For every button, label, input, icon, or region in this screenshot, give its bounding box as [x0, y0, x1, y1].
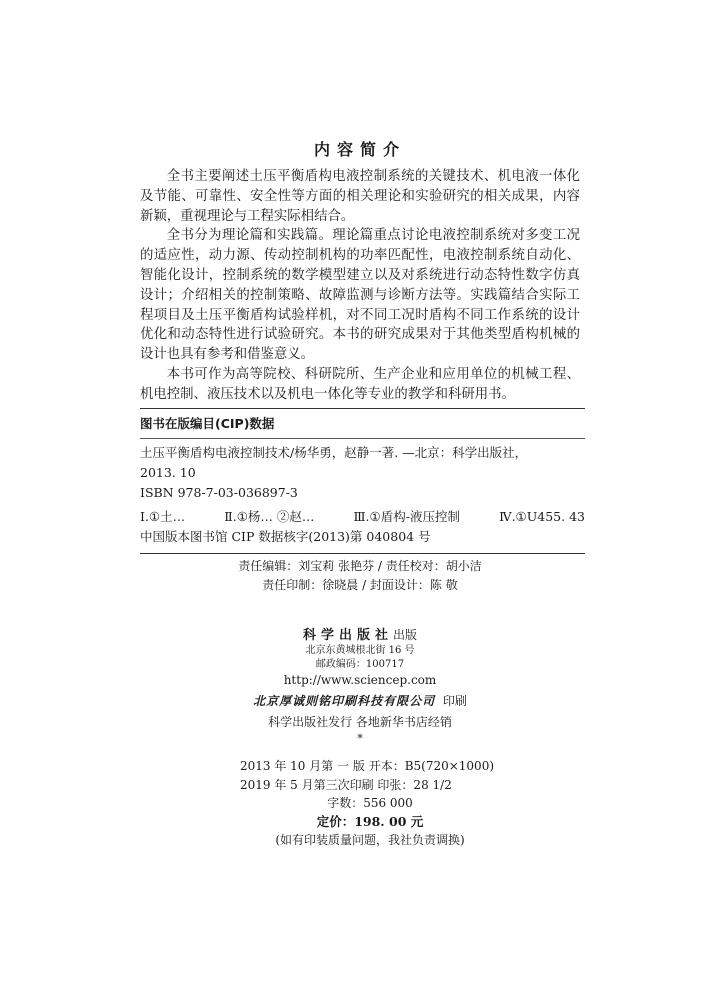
printing-line: 2019 年 5 月第三次印刷 印张：28 1/2 [240, 777, 452, 792]
price: 定价：198. 00 元 [316, 813, 424, 829]
cip-classification [140, 507, 585, 527]
intro-paragraph: 全书分为理论篇和实践篇。理论篇重点讨论电液控制系统对多变工况的适应性，动力源、传动控制机构的功率匹配性，电液控制系统自动化、智能化设计，控制系统的数学模型建立以及对系统进行动态特性数字仿真设计；介绍相关的控制策略、故障监测与诊断方法等。实践篇结合实际工程项目及土压平衡盾构试验样机，对不同工况时盾构不同工作系统的设计优化和动态特性进行试验研究。本书的研究成果对于其他类型盾构机械的设计也具有参考和借鉴意义。 [140, 228, 580, 363]
spec-block [240, 757, 500, 850]
intro-title: 内容简介 [313, 140, 406, 159]
publisher-line [0, 627, 720, 644]
editors-block [0, 557, 720, 595]
cip-title-line: 土压平衡盾构电液控制技术/杨华勇，赵静一著. —北京：科学出版社， [140, 445, 528, 460]
publisher-suffix: 出版 [393, 628, 418, 642]
cip-library-line: 中国版本图书馆 CIP 数据核字(2013)第 040804 号 [140, 529, 431, 544]
publisher-address: 北京东黄城根北街 16 号 [305, 645, 415, 656]
printer-suffix: 印刷 [442, 694, 467, 708]
intro-paragraph: 全书主要阐述土压平衡盾构电液控制系统的关键技术、机电液一体化及节能、可靠性、安全性等方面的相关理论和实验研究的相关成果，内容新颖，重视理论与工程实际相结合。 [140, 169, 580, 224]
editors-line: 责任印制：徐晓晨 / 封面设计：陈 敬 [262, 578, 458, 592]
cip-class-item: Ⅰ.①土… [140, 509, 186, 524]
cip-class-item: Ⅲ.①盾构-液压控制 [353, 509, 460, 524]
publisher-postcode: 邮政编码：100717 [315, 659, 405, 670]
separator-star: * [357, 732, 363, 745]
edition-line: 2013 年 10 月第 一 版 开本：B5(720×1000) [240, 759, 495, 773]
quality-note: (如有印装质量问题，我社负责调换) [275, 833, 465, 847]
intro-body [140, 167, 580, 405]
printer-line [0, 693, 720, 710]
publisher-name: 科学出版社 [302, 628, 393, 643]
cip-header: 图书在版编目(CIP)数据 [140, 408, 585, 432]
distribution-line: 科学出版社发行 各地新华书店经销 [268, 715, 452, 729]
cip-date-line: 2013. 10 [140, 465, 196, 480]
word-count: 字数：556 000 [327, 796, 413, 810]
cip-block [140, 438, 585, 554]
publisher-url: http://www.sciencep.com [283, 673, 437, 687]
editors-line: 责任编辑：刘宝莉 张艳芬 / 责任校对：胡小洁 [238, 559, 482, 573]
printer-name: 北京厚诚则铭印刷科技有限公司 [253, 694, 436, 708]
cip-class-item: Ⅱ.①杨… ②赵… [224, 509, 315, 524]
intro-paragraph: 本书可作为高等院校、科研院所、生产企业和应用单位的机械工程、机电控制、液压技术以及机电一体化等专业的教学和科研用书。 [140, 366, 580, 402]
cip-isbn: ISBN 978-7-03-036897-3 [140, 485, 298, 500]
imprint-block [0, 627, 720, 747]
cip-class-item: Ⅳ.①U455. 43 [499, 509, 585, 524]
